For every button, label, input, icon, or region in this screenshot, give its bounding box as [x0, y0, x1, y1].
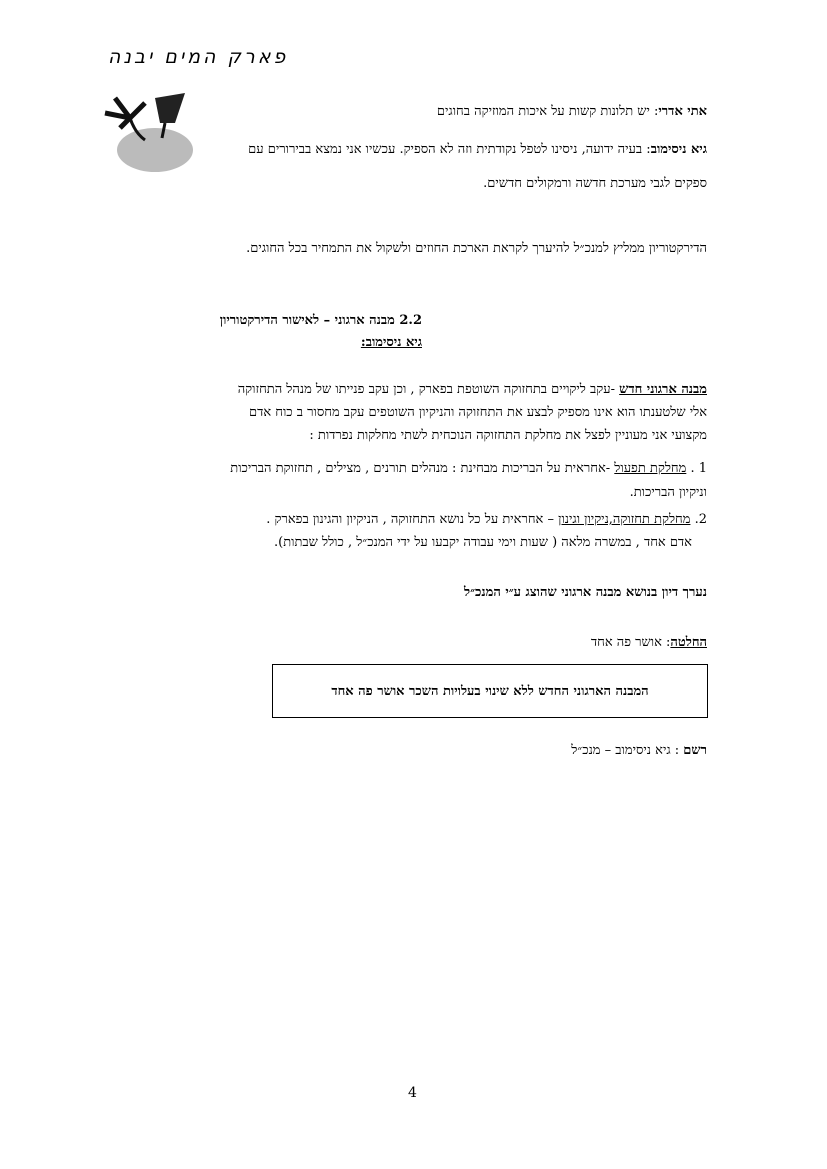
- body-line-3: מקצועי אני מעוניין לפצל את מחלקת התחזוקה הנוכחית לשתי מחלקות נפרדות :: [309, 428, 707, 443]
- recorder-label: רשם: [683, 743, 707, 758]
- lead-label: מבנה ארגוני חדש: [619, 382, 707, 397]
- body-line-2: אלי שלטענתו הוא אינו מספיק לבצע את התחזוקה והניקיון השוטפים עקב מחסור ב כוח אדם: [248, 405, 707, 420]
- section-title: 2.2 מבנה ארגוני – לאישור הדירקטוריון: [219, 313, 422, 328]
- paragraph-3: ספקים לגבי מערכת חדשה ורמקולים חדשים.: [483, 176, 707, 191]
- page-number: 4: [408, 1085, 417, 1101]
- list-item-1-cont: וניקיון הבריכות.: [629, 485, 707, 500]
- paragraph-text: : יש תלונות קשות על איכות המוזיקה בחוגים: [436, 104, 659, 119]
- recorder: [571, 741, 707, 761]
- item-label: מחלקת תפעול: [614, 461, 687, 476]
- item-label: מחלקת תחזוקה,ניקיון וגינון: [558, 512, 691, 527]
- body-line-1: [238, 380, 707, 400]
- decision: [591, 633, 707, 653]
- decision-label: החלטה: [670, 635, 707, 650]
- item-text: – אחראית על כל נושא התחזוקה , הניקיון והגינון בפארק .: [266, 512, 559, 527]
- paragraph-2: [248, 140, 707, 160]
- section-presenter: גיא ניסימוב:: [360, 335, 422, 350]
- decision-box: המבנה הארגוני החדש ללא שינוי בעלויות השכר אושר פה אחד: [272, 664, 708, 718]
- speaker-name: אתי אדרי: [658, 104, 707, 119]
- discussion-note: נערך דיון בנושא מבנה ארגוני שהוצג ע״י המנכ״ל: [464, 585, 707, 600]
- paragraph-4: הדירקטוריון ממליץ למנכ״ל להיערך לקראת הארכת החוזים ולשקול את התמחיר בכל החוגים.: [246, 241, 707, 256]
- recorder-text: : גיא ניסימוב – מנכ״ל: [571, 743, 684, 758]
- list-item-2-cont: אדם אחד , במשרה מלאה ( שעות וימי עבודה יקבעו על ידי המנכ״ל , כולל שבתות).: [274, 535, 692, 550]
- decision-text: : אושר פה אחד: [590, 635, 671, 650]
- list-item-1: [230, 459, 707, 479]
- palm-island-icon: [100, 78, 200, 178]
- paragraph-1: [437, 102, 707, 122]
- list-item-2: [266, 510, 707, 530]
- item-number: 2.: [694, 512, 707, 527]
- logo-title: פארק המים יבנה: [108, 46, 289, 68]
- body-text: -עקב ליקויים בתחזוקה השוטפת בפארק , וכן עקב פנייתו של מנהל התחזוקה: [237, 382, 620, 397]
- item-number: 1 .: [690, 461, 707, 476]
- item-text: -אחראית על הבריכות מבחינת : מנהלים תורנים , מצילים , תחזוקת הבריכות: [230, 461, 615, 476]
- paragraph-text: : בעיה ידועה, ניסינו לטפל נקודתית וזה לא הספיק. עכשיו אני נמצא בבירורים עם: [248, 142, 651, 157]
- speaker-name: גיא ניסימוב: [650, 142, 707, 157]
